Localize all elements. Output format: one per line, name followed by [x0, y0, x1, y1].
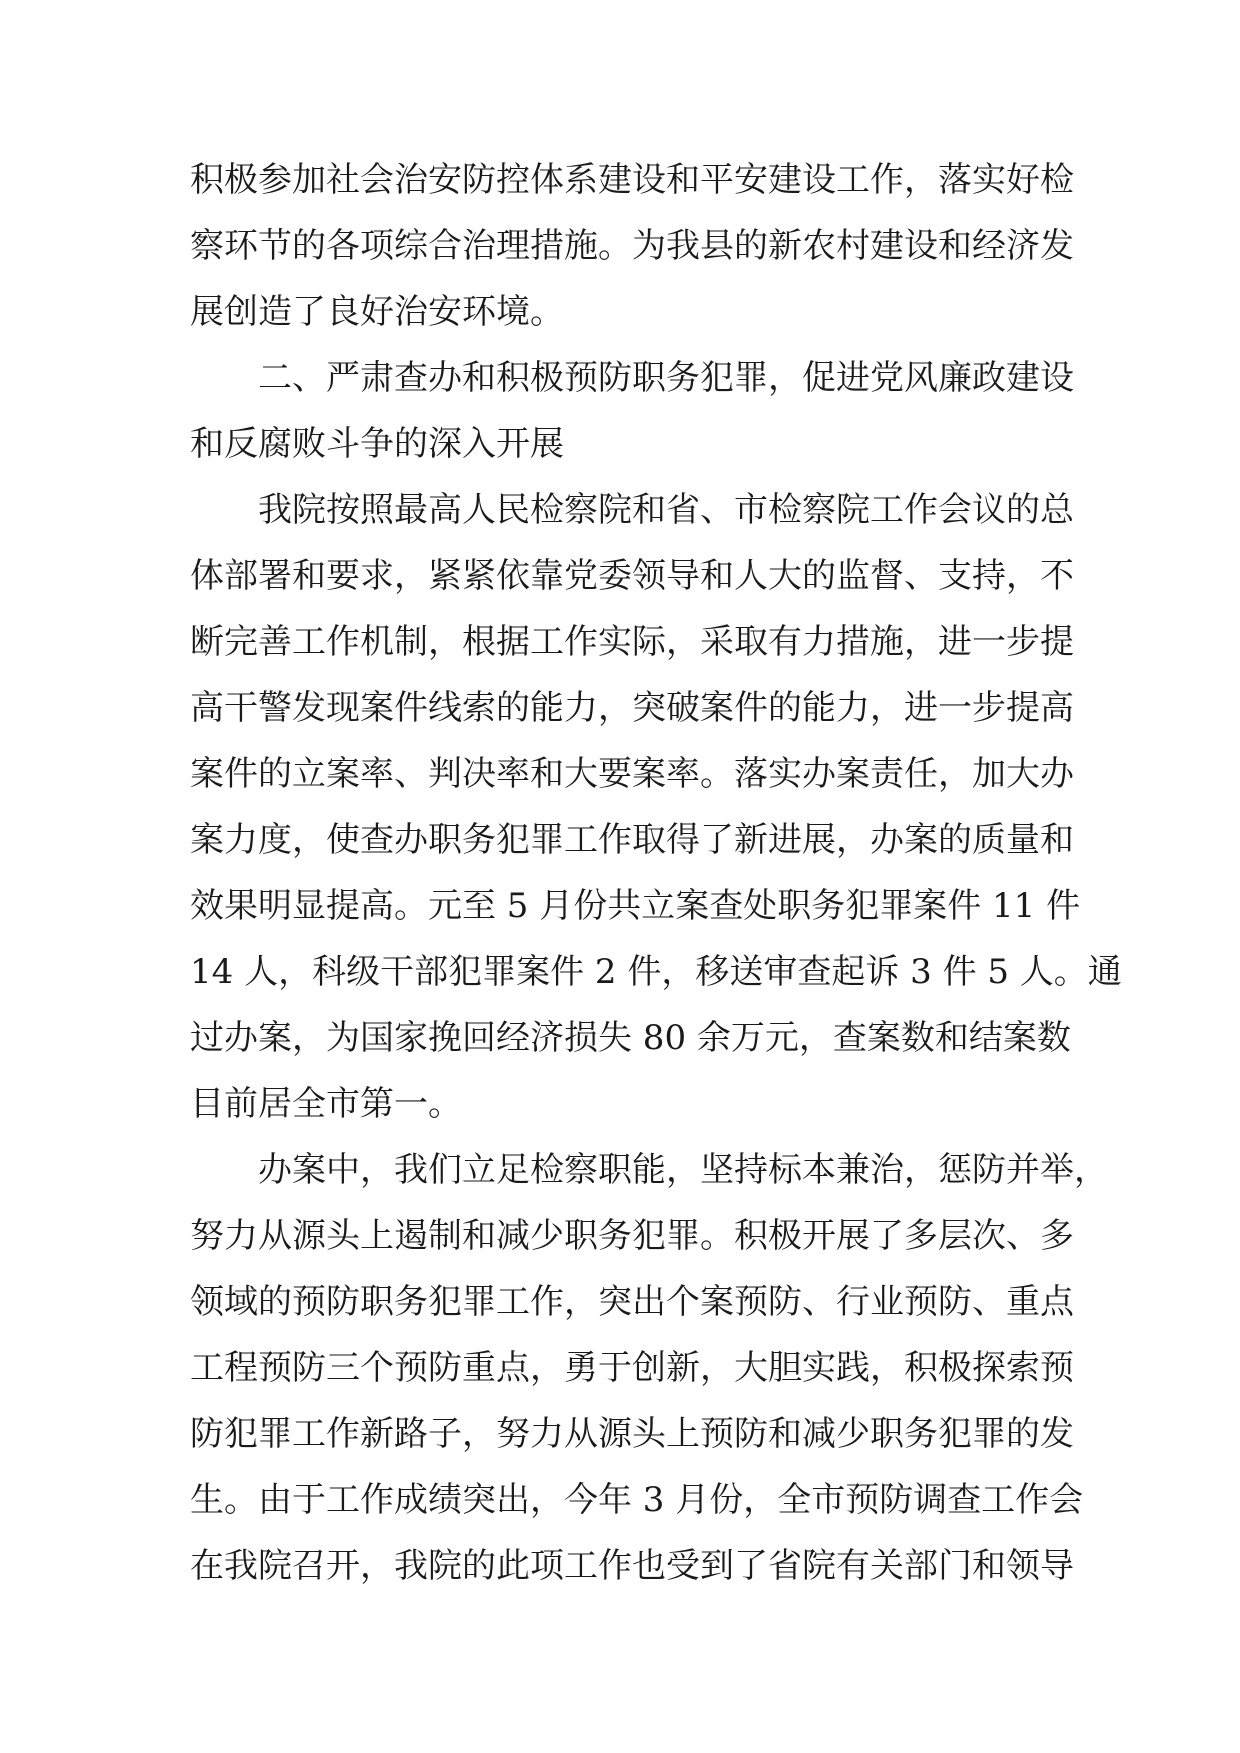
paragraph-2-line-9: 过办案，为国家挽回经济损失 80 余万元，查案数和结案数 — [190, 1018, 1071, 1058]
paragraph-2-line-3: 断完善工作机制，根据工作实际，采取有力措施，进一步提 — [190, 622, 1074, 662]
paragraph-2-line-7: 效果明显提高。元至 5 月份共立案查处职务犯罪案件 11 件 — [190, 886, 1081, 926]
paragraph-2-line-2: 体部署和要求，紧紧依靠党委领导和人大的监督、支持，不 — [190, 556, 1074, 596]
section-heading-line-2: 和反腐败斗争的深入开展 — [190, 424, 564, 464]
paragraph-2-line-8: 14 人，科级干部犯罪案件 2 件，移送审查起诉 3 件 5 人。通 — [190, 952, 1122, 992]
paragraph-2-line-4: 高干警发现案件线索的能力，突破案件的能力，进一步提高 — [190, 688, 1074, 728]
paragraph-3-line-4: 工程预防三个预防重点，勇于创新，大胆实践，积极探索预 — [190, 1348, 1074, 1388]
paragraph-2-line-6: 案力度，使查办职务犯罪工作取得了新进展，办案的质量和 — [190, 820, 1074, 860]
paragraph-1-line-3: 展创造了良好治安环境。 — [190, 292, 564, 332]
paragraph-3-line-6: 生。由于工作成绩突出，今年 3 月份，全市预防调查工作会 — [190, 1480, 1084, 1520]
paragraph-2-line-10: 目前居全市第一。 — [190, 1084, 462, 1124]
paragraph-3-line-2: 努力从源头上遏制和减少职务犯罪。积极开展了多层次、多 — [190, 1216, 1074, 1256]
paragraph-3-line-7: 在我院召开，我院的此项工作也受到了省院有关部门和领导 — [190, 1546, 1074, 1586]
paragraph-2-line-1: 我院按照最高人民检察院和省、市检察院工作会议的总 — [258, 490, 1074, 530]
section-heading-line-1: 二、严肃查办和积极预防职务犯罪，促进党风廉政建设 — [258, 358, 1074, 398]
paragraph-3-line-5: 防犯罪工作新路子，努力从源头上预防和减少职务犯罪的发 — [190, 1414, 1074, 1454]
paragraph-1-line-2: 察环节的各项综合治理措施。为我县的新农村建设和经济发 — [190, 226, 1074, 266]
paragraph-3-line-3: 领域的预防职务犯罪工作，突出个案预防、行业预防、重点 — [190, 1282, 1074, 1322]
paragraph-1-line-1: 积极参加社会治安防控体系建设和平安建设工作，落实好检 — [190, 160, 1074, 200]
paragraph-3-line-1: 办案中，我们立足检察职能，坚持标本兼治，惩防并举， — [258, 1150, 1108, 1190]
paragraph-2-line-5: 案件的立案率、判决率和大要案率。落实办案责任，加大办 — [190, 754, 1074, 794]
